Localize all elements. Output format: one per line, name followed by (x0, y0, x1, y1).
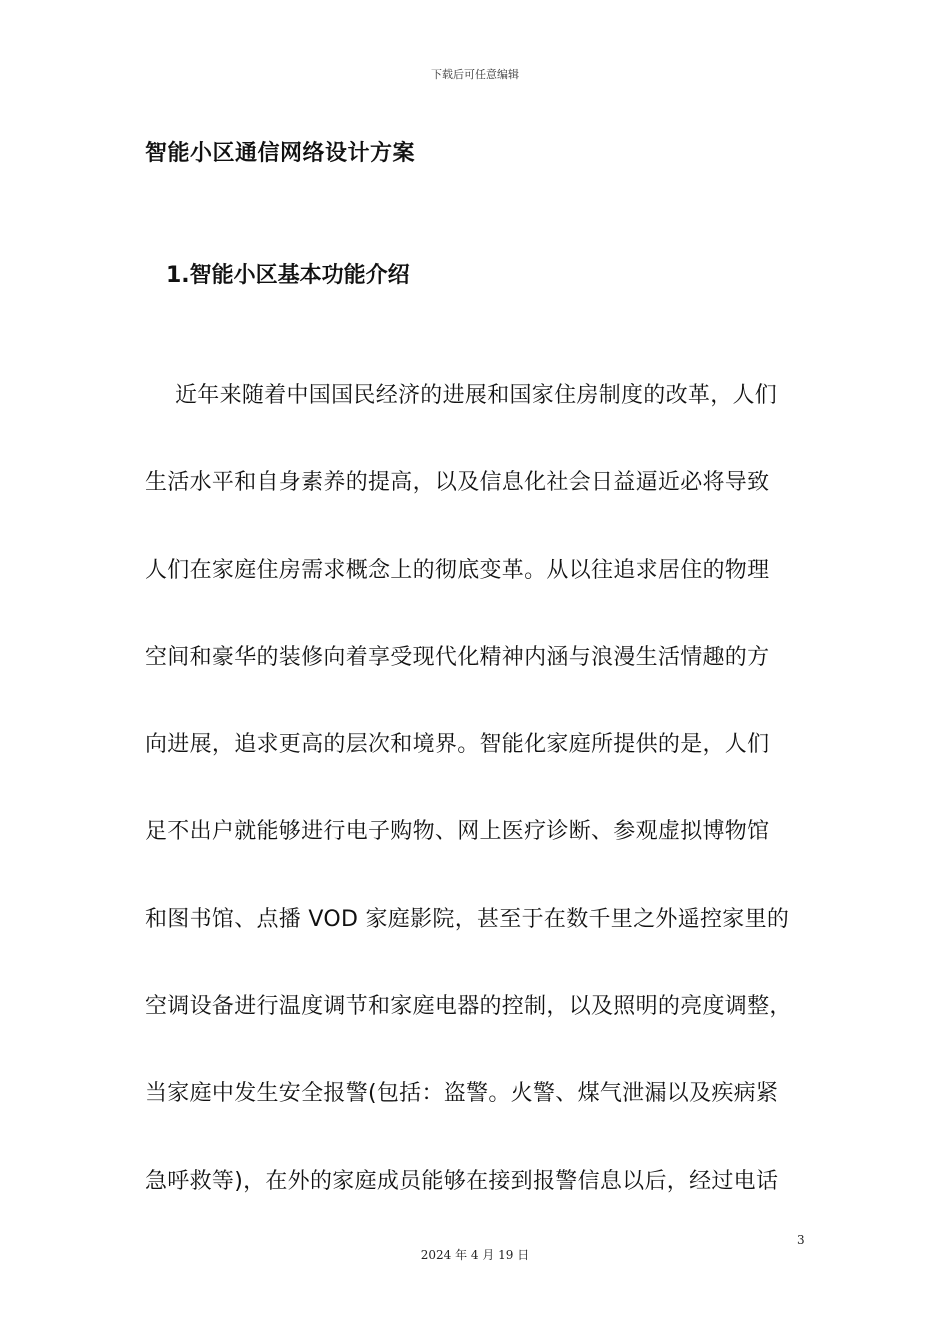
page-header: 下载后可任意编辑 (431, 68, 519, 81)
footer-date: 2024 年 4 月 19 日 (420, 1248, 530, 1262)
document-title: 智能小区通信网络设计方案 (145, 141, 416, 166)
paragraph-line: 向进展，追求更高的层次和境界。智能化家庭所提供的是，人们 (145, 732, 770, 758)
page-number: 3 (797, 1233, 805, 1247)
paragraph-line: 空调设备进行温度调节和家庭电器的控制，以及照明的亮度调整， (145, 994, 792, 1020)
paragraph-line: 当家庭中发生安全报警(包括：盗警。火警、煤气泄漏以及疾病紧 (145, 1081, 779, 1107)
paragraph-line: 空间和豪华的装修向着享受现代化精神内涵与浪漫生活情趣的方 (145, 644, 770, 670)
body-paragraph (145, 366, 825, 1239)
paragraph-line: 人们在家庭住房需求概念上的彻底变革。从以往追求居住的物理 (145, 557, 770, 583)
paragraph-line: 足不出户就能够进行电子购物、网上医疗诊断、参观虚拟博物馆 (145, 819, 770, 845)
paragraph-line: 近年来随着中国国民经济的进展和国家住房制度的改革，人们 (175, 383, 778, 408)
paragraph-line: 急呼救等)，在外的家庭成员能够在接到报警信息以后，经过电话 (145, 1168, 779, 1194)
paragraph-line: 和图书馆、点播 VOD 家庭影院，甚至于在数千里之外遥控家里的 (145, 906, 790, 932)
paragraph-line: 生活水平和自身素养的提高，以及信息化社会日益逼近必将导致 (145, 470, 770, 496)
section-heading: 1.智能小区基本功能介绍 (166, 263, 410, 288)
